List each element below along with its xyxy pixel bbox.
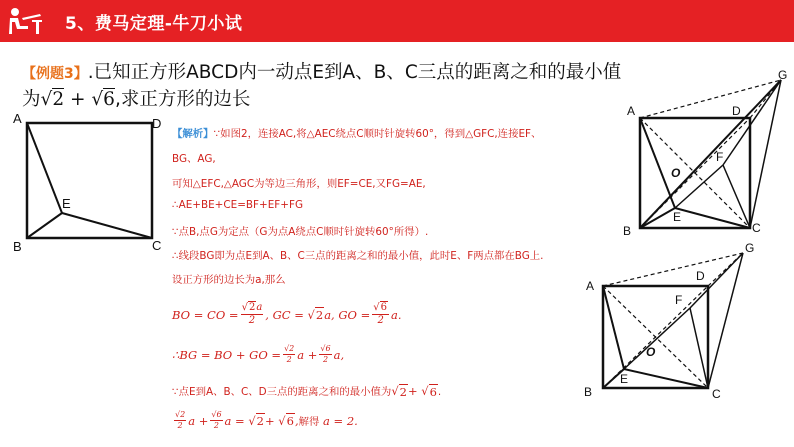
fig3-label-e: E bbox=[620, 372, 629, 386]
solve-text: 解得 bbox=[298, 416, 320, 428]
fig3-label-d: D bbox=[696, 269, 705, 283]
solution-line-5: ∵点B,点G为定点（G为点A绕点C顺时针旋转60°所得）. bbox=[172, 226, 429, 238]
fig2-label-d: D bbox=[732, 104, 741, 118]
figure-2 bbox=[615, 65, 794, 245]
fig1-label-d: D bbox=[152, 116, 162, 131]
fig1-label-a: A bbox=[13, 111, 22, 126]
problem-statement bbox=[22, 60, 682, 113]
fig2-label-c: C bbox=[752, 221, 761, 235]
fig2-label-f: F bbox=[716, 150, 724, 164]
figure-3 bbox=[578, 238, 778, 403]
problem-line-2: 为√2 + √6,求正方形的边长 bbox=[22, 89, 251, 110]
figure-1 bbox=[10, 108, 170, 258]
fig2-label-o: O bbox=[671, 166, 681, 180]
fig2-label-b: B bbox=[623, 224, 632, 238]
solution-line-6: ∴线段BG即为点E到A、B、C三点的距离之和的最小值，此时E、F两点都在BG上. bbox=[172, 250, 544, 262]
solution-line-10-end: . bbox=[437, 386, 442, 398]
fig1-label-e: E bbox=[62, 196, 71, 211]
fig3-label-b: B bbox=[584, 385, 593, 399]
fig3-label-f: F bbox=[675, 293, 683, 307]
solution-formula-bo: BO = CO = $\frac{√2a}{2}$ , GC = √ 2 a, GO = $\frac{√6}{2}$ a. bbox=[172, 302, 402, 326]
solution-line-1-text: ∵如图2，连接AC,将△AEC绕点C顺时针旋转60°，得到△GFC,连接EF、 bbox=[213, 128, 542, 140]
solution-line-10: ∵点E到A、B、C、D三点的距离之和的最小值为√ 2 + √ 6 . bbox=[172, 384, 442, 399]
fig1-label-c: C bbox=[152, 238, 162, 253]
problem-text-1: .已知正方形ABCD内一动点E到A、B、C三点的距离之和的最小值 bbox=[87, 62, 622, 83]
problem-text-2-prefix: 为 bbox=[22, 89, 41, 110]
fig2-label-g: G bbox=[778, 68, 788, 82]
fig3-label-a: A bbox=[586, 279, 595, 293]
fig1-label-b: B bbox=[13, 239, 22, 254]
solution-line-10-text: ∵点E到A、B、C、D三点的距离之和的最小值为 bbox=[172, 386, 392, 398]
solution-tag: 【解析】 bbox=[172, 128, 214, 140]
person-at-desk-icon bbox=[6, 6, 46, 36]
page-title: 5、费马定理-牛刀小试 bbox=[65, 14, 243, 34]
solution-formula-final: $\frac{√2}{2}$ a + $\frac{√6}{2}$ a = √ 2 + √ 6 , 解得 a = 2. bbox=[175, 410, 358, 430]
fig3-label-g: G bbox=[745, 241, 755, 255]
fig3-label-c: C bbox=[712, 387, 721, 401]
fig2-label-a: A bbox=[627, 104, 636, 118]
example-tag: 【例题3】 bbox=[22, 66, 88, 82]
solve-result: a = 2. bbox=[323, 413, 358, 428]
solution-line-7: 设正方形的边长为a,那么 bbox=[172, 274, 286, 286]
fig3-label-o: O bbox=[646, 345, 656, 359]
problem-text-2-suffix: ,求正方形的边长 bbox=[114, 89, 251, 110]
solution-formula-bg: ∴BG = BO + GO = $\frac{√2}{2}$ a + $\frac{√6}{2}$ a, bbox=[172, 344, 345, 364]
header-bar bbox=[0, 0, 794, 42]
solution-line-2: BG、AG, bbox=[172, 153, 216, 165]
solution-line-1 bbox=[172, 125, 541, 140]
solution-line-3: 可知△EFC,△AGC为等边三角形，则EF=CE,又FG=AE, bbox=[172, 178, 426, 190]
solution-line-4: ∴AE+BE+CE=BF+EF+FG bbox=[172, 199, 304, 211]
fig2-label-e: E bbox=[673, 210, 682, 224]
